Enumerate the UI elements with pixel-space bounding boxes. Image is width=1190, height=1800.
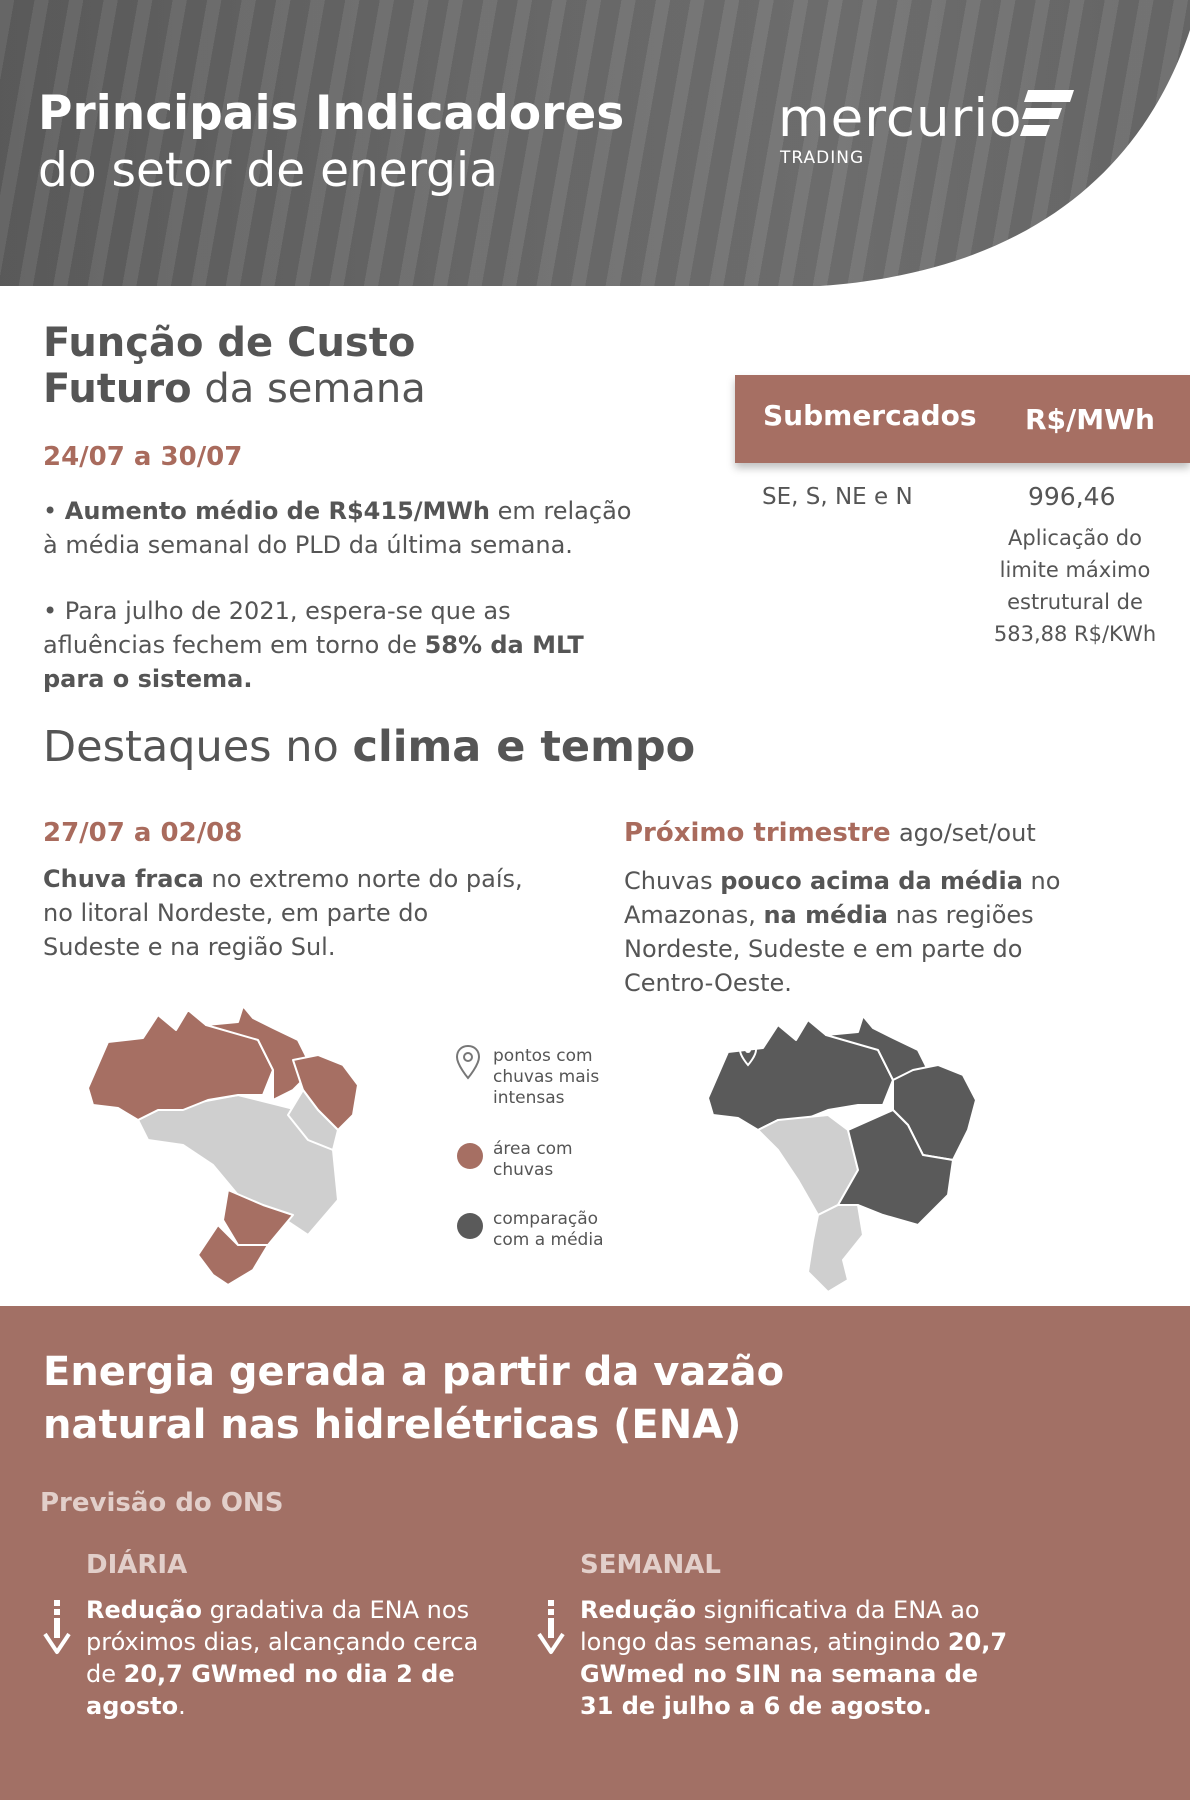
legend-pin-label: pontos com chuvas mais intensas — [493, 1046, 600, 1108]
legend-compare-swatch — [457, 1213, 483, 1239]
fcf-title-line1: Função de Custo — [43, 320, 416, 366]
ena-section — [0, 1306, 1190, 1800]
ena-weekly-title: SEMANAL — [580, 1550, 721, 1580]
clima-left-bold: Chuva fraca — [43, 865, 204, 893]
legend-compare-label: comparação com a média — [493, 1209, 604, 1250]
clima-right-t1: Chuvas — [624, 867, 721, 895]
ena-title — [43, 1346, 784, 1452]
clima-left-date: 27/07 a 02/08 — [43, 818, 243, 848]
ena-daily-bold2: 20,7 GWmed no dia 2 de agosto — [86, 1660, 455, 1720]
clima-right-text — [624, 864, 1064, 1000]
ena-title-line2: natural nas hidrelétricas (ENA) — [43, 1402, 742, 1448]
fcf-title — [43, 320, 426, 412]
ena-weekly-text-body: significativa da ENA ao longo das semanas, atingindo — [580, 1596, 980, 1656]
table-header-submercados: Submercados — [763, 399, 977, 432]
fcf-title-bold: Futuro — [43, 366, 192, 412]
header-banner — [0, 0, 1190, 286]
clima-right-heading — [624, 818, 1036, 848]
legend-rain-label: área com chuvas — [493, 1139, 573, 1180]
fcf-date: 24/07 a 30/07 — [43, 442, 243, 472]
clima-right-b1: pouco acima da média — [720, 867, 1023, 895]
clima-title — [43, 722, 695, 772]
legend-rain-swatch — [457, 1143, 483, 1169]
ena-daily-title: DIÁRIA — [86, 1550, 188, 1580]
header-title-line1: Principais Indicadores — [38, 86, 625, 141]
clima-right-t3: nas regiões Nordeste, Sudeste e em parte do Centro-Oeste. — [624, 901, 1034, 997]
logo-subtitle: TRADING — [780, 148, 865, 168]
clima-right-heading-rest: ago/set/out — [898, 819, 1036, 847]
ena-daily-text-body: gradativa da ENA nos próximos dias, alcançando cerca de — [86, 1596, 479, 1688]
clima-title-bold: clima e tempo — [352, 722, 696, 772]
table-header-price: R$/MWh — [1025, 403, 1155, 436]
ena-subtitle: Previsão do ONS — [40, 1488, 284, 1518]
ena-daily-text — [86, 1594, 496, 1722]
header-title-line2: do setor de energia — [38, 143, 498, 198]
clima-left-rest: no extremo norte do país, no litoral Nordeste, em parte do Sudeste e na região Sul. — [43, 865, 523, 961]
table-cell-submercados: SE, S, NE e N — [762, 484, 913, 510]
price-table-header — [735, 375, 1190, 463]
logo-wordmark: mercurio — [778, 88, 1023, 149]
fcf-bullet2 — [43, 594, 623, 696]
logo-stripes-icon — [1020, 88, 1076, 140]
clima-right-b2: na média — [763, 901, 888, 929]
clima-title-normal: Destaques no — [43, 722, 353, 772]
fcf-bullet1-prefix: • — [43, 497, 65, 525]
fcf-bullet1-rest: em relação à média semanal do PLD da última semana. — [43, 497, 632, 559]
brazil-map-forecast — [708, 1010, 978, 1295]
arrow-down-icon — [42, 1598, 72, 1656]
map2-region-south — [808, 1205, 863, 1292]
ena-weekly-bold2: 20,7 GWmed no SIN na semana de 31 de julho a 6 de agosto. — [580, 1628, 1008, 1720]
brazil-map-rain — [88, 1000, 368, 1285]
map-pin-icon — [455, 1044, 481, 1080]
arrow-down-icon — [536, 1598, 566, 1656]
ena-weekly-bold1: Redução — [580, 1596, 696, 1624]
fcf-title-rest: da semana — [191, 366, 426, 412]
fcf-bullet2-text: • Para julho de 2021, espera-se que as afluências fechem em torno de — [43, 597, 511, 659]
table-cell-note: Aplicação do limite máximo estrutural de 583,88 R$/KWh — [993, 526, 1157, 646]
clima-left-text — [43, 862, 523, 964]
ena-daily-bold1: Redução — [86, 1596, 202, 1624]
clima-right-heading-bold: Próximo trimestre — [624, 818, 891, 848]
table-cell-value: 996,46 — [1028, 482, 1116, 511]
fcf-bullet1 — [43, 494, 643, 562]
fcf-bullet2-bold: 58% da MLT para o sistema. — [43, 631, 584, 693]
ena-weekly-text — [580, 1594, 1010, 1722]
clima-right-t2: no Amazonas, — [624, 867, 1061, 929]
ena-title-line1: Energia gerada a partir da vazão — [43, 1349, 785, 1395]
fcf-bullet1-bold: Aumento médio de R$415/MWh — [64, 497, 490, 525]
ena-daily-end: . — [178, 1692, 186, 1720]
